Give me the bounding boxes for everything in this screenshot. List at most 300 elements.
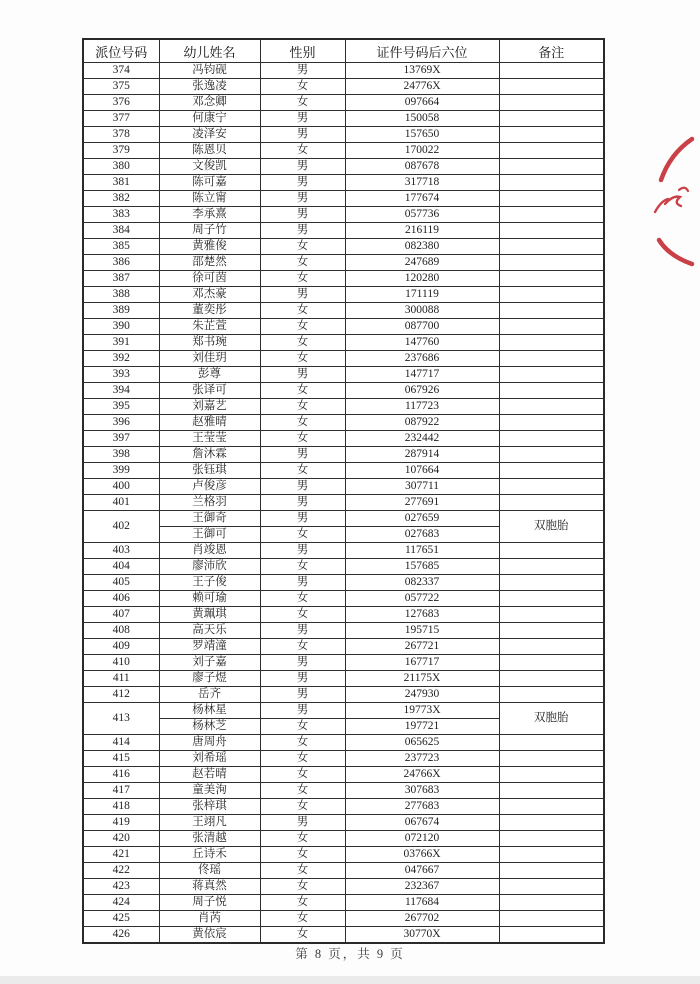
cell-id6: 03766X xyxy=(345,847,499,863)
cell-number: 397 xyxy=(83,431,159,447)
cell-gender: 女 xyxy=(260,831,345,847)
cell-number: 418 xyxy=(83,799,159,815)
table-row xyxy=(83,79,604,95)
table-row xyxy=(83,479,604,495)
cell-note xyxy=(499,911,604,927)
cell-name: 陈可嘉 xyxy=(159,175,260,191)
cell-id6: 24766X xyxy=(345,767,499,783)
cell-number: 407 xyxy=(83,607,159,623)
cell-note: 双胞胎 xyxy=(499,703,604,735)
cell-gender: 男 xyxy=(260,447,345,463)
cell-number: 374 xyxy=(83,63,159,79)
table-row xyxy=(83,671,604,687)
cell-id6: 13769X xyxy=(345,63,499,79)
cell-number: 398 xyxy=(83,447,159,463)
cell-number: 387 xyxy=(83,271,159,287)
cell-number: 426 xyxy=(83,927,159,944)
cell-id6: 277691 xyxy=(345,495,499,511)
table-row xyxy=(83,495,604,511)
cell-id6: 067674 xyxy=(345,815,499,831)
cell-id6: 150058 xyxy=(345,111,499,127)
cell-number: 381 xyxy=(83,175,159,191)
cell-number: 414 xyxy=(83,735,159,751)
cell-note xyxy=(499,415,604,431)
table-row xyxy=(83,399,604,415)
cell-note xyxy=(499,63,604,79)
cell-name: 周子悦 xyxy=(159,895,260,911)
cell-id6: 277683 xyxy=(345,799,499,815)
scan-edge xyxy=(0,976,700,984)
table-row xyxy=(83,271,604,287)
cell-id6: 300088 xyxy=(345,303,499,319)
cell-note xyxy=(499,687,604,703)
cell-gender: 男 xyxy=(260,543,345,559)
table-row xyxy=(83,607,604,623)
cell-gender: 男 xyxy=(260,207,345,223)
table-row xyxy=(83,303,604,319)
cell-gender: 男 xyxy=(260,703,345,719)
cell-name: 丘诗禾 xyxy=(159,847,260,863)
cell-note xyxy=(499,399,604,415)
cell-note xyxy=(499,607,604,623)
cell-note xyxy=(499,335,604,351)
cell-note: 双胞胎 xyxy=(499,511,604,543)
cell-note xyxy=(499,79,604,95)
cell-note xyxy=(499,95,604,111)
cell-note xyxy=(499,223,604,239)
cell-number: 388 xyxy=(83,287,159,303)
cell-number: 400 xyxy=(83,479,159,495)
cell-number: 411 xyxy=(83,671,159,687)
table-row xyxy=(83,207,604,223)
cell-note xyxy=(499,383,604,399)
cell-number: 378 xyxy=(83,127,159,143)
table-row xyxy=(83,655,604,671)
cell-name: 黄珮琪 xyxy=(159,607,260,623)
cell-note xyxy=(499,927,604,944)
cell-name: 王翊凡 xyxy=(159,815,260,831)
table-row xyxy=(83,687,604,703)
table-row xyxy=(83,815,604,831)
cell-number: 386 xyxy=(83,255,159,271)
cell-gender: 女 xyxy=(260,879,345,895)
cell-number: 423 xyxy=(83,879,159,895)
cell-id6: 247930 xyxy=(345,687,499,703)
cell-gender: 男 xyxy=(260,223,345,239)
cell-note xyxy=(499,559,604,575)
cell-gender: 女 xyxy=(260,319,345,335)
header-cell: 备注 xyxy=(499,39,604,63)
cell-note xyxy=(499,863,604,879)
cell-number: 379 xyxy=(83,143,159,159)
cell-note xyxy=(499,639,604,655)
cell-name: 赖可瑜 xyxy=(159,591,260,607)
cell-note xyxy=(499,159,604,175)
cell-gender: 男 xyxy=(260,367,345,383)
table-row xyxy=(83,111,604,127)
cell-gender: 女 xyxy=(260,719,345,735)
cell-id6: 087678 xyxy=(345,159,499,175)
cell-note xyxy=(499,767,604,783)
table-row xyxy=(83,623,604,639)
table-row xyxy=(83,239,604,255)
cell-gender: 女 xyxy=(260,863,345,879)
table-row xyxy=(83,703,604,719)
cell-number: 377 xyxy=(83,111,159,127)
table-row xyxy=(83,127,604,143)
cell-id6: 117723 xyxy=(345,399,499,415)
cell-name: 王莹莹 xyxy=(159,431,260,447)
cell-name: 邓杰豪 xyxy=(159,287,260,303)
cell-gender: 女 xyxy=(260,527,345,543)
table-row xyxy=(83,543,604,559)
cell-id6: 082380 xyxy=(345,239,499,255)
cell-name: 郑书琬 xyxy=(159,335,260,351)
cell-id6: 147717 xyxy=(345,367,499,383)
cell-gender: 男 xyxy=(260,111,345,127)
cell-name: 刘嘉艺 xyxy=(159,399,260,415)
cell-name: 邓念卿 xyxy=(159,95,260,111)
cell-note xyxy=(499,287,604,303)
cell-note xyxy=(499,367,604,383)
cell-number: 395 xyxy=(83,399,159,415)
cell-note xyxy=(499,431,604,447)
table-row xyxy=(83,847,604,863)
cell-gender: 男 xyxy=(260,671,345,687)
table-row xyxy=(83,319,604,335)
cell-gender: 男 xyxy=(260,575,345,591)
cell-note xyxy=(499,271,604,287)
cell-id6: 237686 xyxy=(345,351,499,367)
cell-name: 兰格羽 xyxy=(159,495,260,511)
cell-id6: 047667 xyxy=(345,863,499,879)
cell-note xyxy=(499,591,604,607)
cell-id6: 067926 xyxy=(345,383,499,399)
table-row xyxy=(83,767,604,783)
cell-gender: 女 xyxy=(260,383,345,399)
cell-note xyxy=(499,495,604,511)
cell-name: 陈立甯 xyxy=(159,191,260,207)
table-row xyxy=(83,335,604,351)
cell-name: 罗靖潼 xyxy=(159,639,260,655)
cell-id6: 307683 xyxy=(345,783,499,799)
cell-note xyxy=(499,479,604,495)
table-row xyxy=(83,879,604,895)
cell-gender: 女 xyxy=(260,271,345,287)
header-cell: 派位号码 xyxy=(83,39,159,63)
cell-number: 375 xyxy=(83,79,159,95)
cell-note xyxy=(499,143,604,159)
cell-note xyxy=(499,831,604,847)
cell-note xyxy=(499,207,604,223)
cell-note xyxy=(499,255,604,271)
cell-number: 424 xyxy=(83,895,159,911)
cell-id6: 087700 xyxy=(345,319,499,335)
cell-number: 394 xyxy=(83,383,159,399)
cell-name: 刘子嘉 xyxy=(159,655,260,671)
table-row xyxy=(83,895,604,911)
cell-note xyxy=(499,351,604,367)
cell-gender: 男 xyxy=(260,623,345,639)
cell-number: 413 xyxy=(83,703,159,735)
cell-id6: 057736 xyxy=(345,207,499,223)
table-row xyxy=(83,575,604,591)
cell-id6: 267721 xyxy=(345,639,499,655)
cell-number: 384 xyxy=(83,223,159,239)
cell-id6: 177674 xyxy=(345,191,499,207)
cell-number: 405 xyxy=(83,575,159,591)
cell-number: 422 xyxy=(83,863,159,879)
cell-id6: 232442 xyxy=(345,431,499,447)
cell-id6: 027659 xyxy=(345,511,499,527)
cell-id6: 287914 xyxy=(345,447,499,463)
cell-name: 王御可 xyxy=(159,527,260,543)
cell-note xyxy=(499,447,604,463)
cell-note xyxy=(499,303,604,319)
cell-name: 王御奇 xyxy=(159,511,260,527)
cell-id6: 24776X xyxy=(345,79,499,95)
cell-number: 399 xyxy=(83,463,159,479)
cell-number: 391 xyxy=(83,335,159,351)
cell-gender: 男 xyxy=(260,655,345,671)
cell-note xyxy=(499,735,604,751)
table-row xyxy=(83,831,604,847)
cell-id6: 195715 xyxy=(345,623,499,639)
cell-number: 420 xyxy=(83,831,159,847)
cell-number: 403 xyxy=(83,543,159,559)
cell-gender: 女 xyxy=(260,751,345,767)
cell-gender: 女 xyxy=(260,255,345,271)
cell-name: 何康宁 xyxy=(159,111,260,127)
cell-note xyxy=(499,175,604,191)
cell-id6: 117651 xyxy=(345,543,499,559)
cell-number: 390 xyxy=(83,319,159,335)
cell-id6: 19773X xyxy=(345,703,499,719)
cell-name: 廖沛欣 xyxy=(159,559,260,575)
table-row xyxy=(83,639,604,655)
table-row xyxy=(83,447,604,463)
table-row xyxy=(83,191,604,207)
cell-id6: 317718 xyxy=(345,175,499,191)
cell-note xyxy=(499,783,604,799)
header-row xyxy=(83,39,604,63)
cell-id6: 147760 xyxy=(345,335,499,351)
table-row xyxy=(83,751,604,767)
cell-id6: 197721 xyxy=(345,719,499,735)
cell-gender: 女 xyxy=(260,607,345,623)
cell-number: 416 xyxy=(83,767,159,783)
cell-id6: 087922 xyxy=(345,415,499,431)
cell-note xyxy=(499,127,604,143)
cell-number: 417 xyxy=(83,783,159,799)
cell-gender: 女 xyxy=(260,239,345,255)
cell-note xyxy=(499,879,604,895)
cell-id6: 232367 xyxy=(345,879,499,895)
cell-number: 396 xyxy=(83,415,159,431)
cell-name: 佟瑶 xyxy=(159,863,260,879)
cell-name: 冯钧砚 xyxy=(159,63,260,79)
cell-gender: 女 xyxy=(260,895,345,911)
cell-id6: 237723 xyxy=(345,751,499,767)
table-row xyxy=(83,367,604,383)
cell-gender: 男 xyxy=(260,127,345,143)
header-cell: 幼儿姓名 xyxy=(159,39,260,63)
cell-number: 393 xyxy=(83,367,159,383)
cell-gender: 男 xyxy=(260,175,345,191)
cell-gender: 男 xyxy=(260,159,345,175)
table-row xyxy=(83,223,604,239)
table-row xyxy=(83,511,604,527)
cell-number: 410 xyxy=(83,655,159,671)
cell-gender: 男 xyxy=(260,511,345,527)
table-row xyxy=(83,143,604,159)
cell-name: 张清越 xyxy=(159,831,260,847)
cell-id6: 127683 xyxy=(345,607,499,623)
cell-number: 409 xyxy=(83,639,159,655)
cell-name: 周子竹 xyxy=(159,223,260,239)
cell-id6: 065625 xyxy=(345,735,499,751)
table-row xyxy=(83,911,604,927)
header-cell: 证件号码后六位 xyxy=(345,39,499,63)
cell-id6: 027683 xyxy=(345,527,499,543)
cell-name: 黄依宸 xyxy=(159,927,260,944)
cell-name: 肖芮 xyxy=(159,911,260,927)
cell-name: 赵若晴 xyxy=(159,767,260,783)
cell-note xyxy=(499,191,604,207)
cell-id6: 247689 xyxy=(345,255,499,271)
cell-number: 401 xyxy=(83,495,159,511)
cell-id6: 267702 xyxy=(345,911,499,927)
cell-gender: 女 xyxy=(260,735,345,751)
cell-gender: 男 xyxy=(260,191,345,207)
cell-id6: 117684 xyxy=(345,895,499,911)
cell-number: 389 xyxy=(83,303,159,319)
cell-note xyxy=(499,751,604,767)
cell-id6: 097664 xyxy=(345,95,499,111)
cell-gender: 男 xyxy=(260,687,345,703)
cell-gender: 女 xyxy=(260,783,345,799)
cell-id6: 170022 xyxy=(345,143,499,159)
cell-gender: 女 xyxy=(260,95,345,111)
table-row xyxy=(83,463,604,479)
cell-id6: 167717 xyxy=(345,655,499,671)
cell-number: 419 xyxy=(83,815,159,831)
cell-gender: 男 xyxy=(260,287,345,303)
cell-gender: 女 xyxy=(260,335,345,351)
table-row xyxy=(83,383,604,399)
cell-name: 徐可茵 xyxy=(159,271,260,287)
cell-number: 415 xyxy=(83,751,159,767)
table-row xyxy=(83,735,604,751)
cell-name: 童美洵 xyxy=(159,783,260,799)
cell-name: 杨林星 xyxy=(159,703,260,719)
cell-note xyxy=(499,319,604,335)
table-header xyxy=(83,39,604,63)
cell-number: 383 xyxy=(83,207,159,223)
cell-id6: 082337 xyxy=(345,575,499,591)
cell-note xyxy=(499,543,604,559)
cell-name: 张钰琪 xyxy=(159,463,260,479)
table-row xyxy=(83,431,604,447)
cell-gender: 女 xyxy=(260,303,345,319)
cell-name: 张逸凌 xyxy=(159,79,260,95)
cell-id6: 171119 xyxy=(345,287,499,303)
cell-name: 邵楚然 xyxy=(159,255,260,271)
cell-id6: 307711 xyxy=(345,479,499,495)
cell-id6: 120280 xyxy=(345,271,499,287)
cell-number: 406 xyxy=(83,591,159,607)
cell-gender: 女 xyxy=(260,399,345,415)
cell-name: 杨林芝 xyxy=(159,719,260,735)
table-row xyxy=(83,95,604,111)
table-row xyxy=(83,63,604,79)
cell-number: 412 xyxy=(83,687,159,703)
cell-name: 文俊凯 xyxy=(159,159,260,175)
cell-gender: 女 xyxy=(260,639,345,655)
cell-name: 张译可 xyxy=(159,383,260,399)
cell-id6: 21175X xyxy=(345,671,499,687)
cell-gender: 男 xyxy=(260,495,345,511)
cell-name: 彭尊 xyxy=(159,367,260,383)
header-cell: 性别 xyxy=(260,39,345,63)
cell-name: 赵雅晴 xyxy=(159,415,260,431)
cell-id6: 157650 xyxy=(345,127,499,143)
cell-name: 高天乐 xyxy=(159,623,260,639)
cell-name: 廖子煜 xyxy=(159,671,260,687)
cell-gender: 女 xyxy=(260,143,345,159)
cell-name: 蒋真然 xyxy=(159,879,260,895)
cell-name: 朱芷萱 xyxy=(159,319,260,335)
cell-note xyxy=(499,463,604,479)
table-row xyxy=(83,799,604,815)
cell-gender: 男 xyxy=(260,479,345,495)
cell-note xyxy=(499,799,604,815)
cell-number: 382 xyxy=(83,191,159,207)
cell-note xyxy=(499,815,604,831)
cell-name: 刘佳玥 xyxy=(159,351,260,367)
cell-name: 岳齐 xyxy=(159,687,260,703)
cell-name: 刘希瑶 xyxy=(159,751,260,767)
cell-number: 380 xyxy=(83,159,159,175)
page-number-footer: 第 8 页，共 9 页 xyxy=(295,947,405,961)
cell-gender: 女 xyxy=(260,351,345,367)
table-row xyxy=(83,351,604,367)
cell-id6: 057722 xyxy=(345,591,499,607)
cell-number: 376 xyxy=(83,95,159,111)
cell-number: 425 xyxy=(83,911,159,927)
cell-gender: 女 xyxy=(260,79,345,95)
cell-gender: 女 xyxy=(260,591,345,607)
cell-note xyxy=(499,575,604,591)
cell-name: 卢俊彦 xyxy=(159,479,260,495)
cell-gender: 女 xyxy=(260,767,345,783)
cell-gender: 女 xyxy=(260,431,345,447)
cell-name: 王子俊 xyxy=(159,575,260,591)
cell-id6: 107664 xyxy=(345,463,499,479)
cell-id6: 157685 xyxy=(345,559,499,575)
cell-number: 385 xyxy=(83,239,159,255)
cell-gender: 女 xyxy=(260,847,345,863)
cell-gender: 女 xyxy=(260,559,345,575)
cell-name: 肖竣恩 xyxy=(159,543,260,559)
cell-id6: 30770X xyxy=(345,927,499,944)
table-row xyxy=(83,287,604,303)
cell-note xyxy=(499,847,604,863)
table-row xyxy=(83,255,604,271)
cell-number: 404 xyxy=(83,559,159,575)
table-row xyxy=(83,783,604,799)
cell-gender: 女 xyxy=(260,415,345,431)
